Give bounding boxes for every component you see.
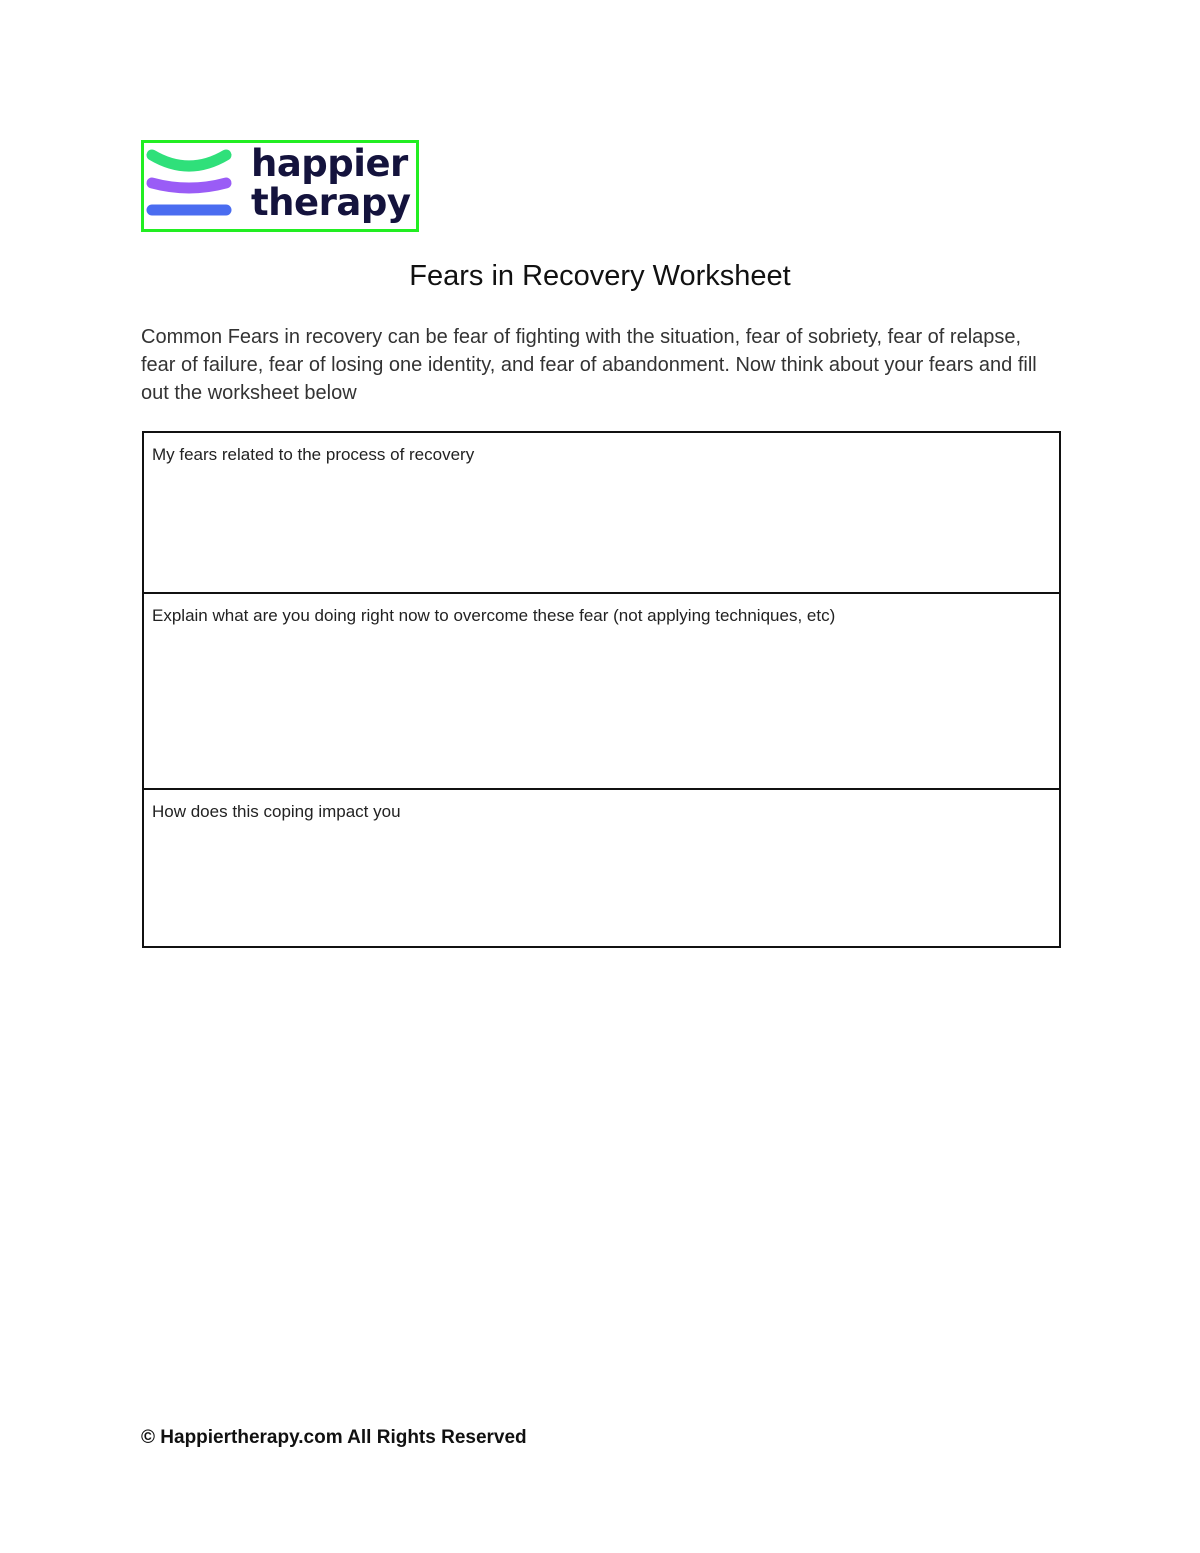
worksheet-row-label: My fears related to the process of recovery [152, 445, 475, 464]
worksheet-row-label: Explain what are you doing right now to overcome these fear (not applying techniques, etc) [152, 606, 836, 625]
logo-word-happier: happier [251, 142, 408, 185]
worksheet-table [142, 431, 1061, 948]
worksheet-row-label: How does this coping impact you [152, 802, 401, 821]
logo-stripe-middle [152, 183, 226, 188]
logo-stripe-top [152, 155, 226, 166]
logo-word-therapy: therapy [251, 181, 411, 224]
worksheet-row-impact[interactable] [144, 790, 1059, 946]
worksheet-row-overcome[interactable] [144, 594, 1059, 790]
worksheet-row-fears[interactable] [144, 433, 1059, 594]
intro-paragraph: Common Fears in recovery can be fear of fighting with the situation, fear of sobriety, fear of relapse, fear of failure, fear of losing one identity, and fear of abandonment. Now think about your fears and fill out the worksheet below [141, 326, 1037, 404]
happier-therapy-logo [141, 140, 419, 232]
page-title: Fears in Recovery Worksheet [409, 260, 791, 292]
copyright-footer: © Happiertherapy.com All Rights Reserved [141, 1427, 527, 1448]
